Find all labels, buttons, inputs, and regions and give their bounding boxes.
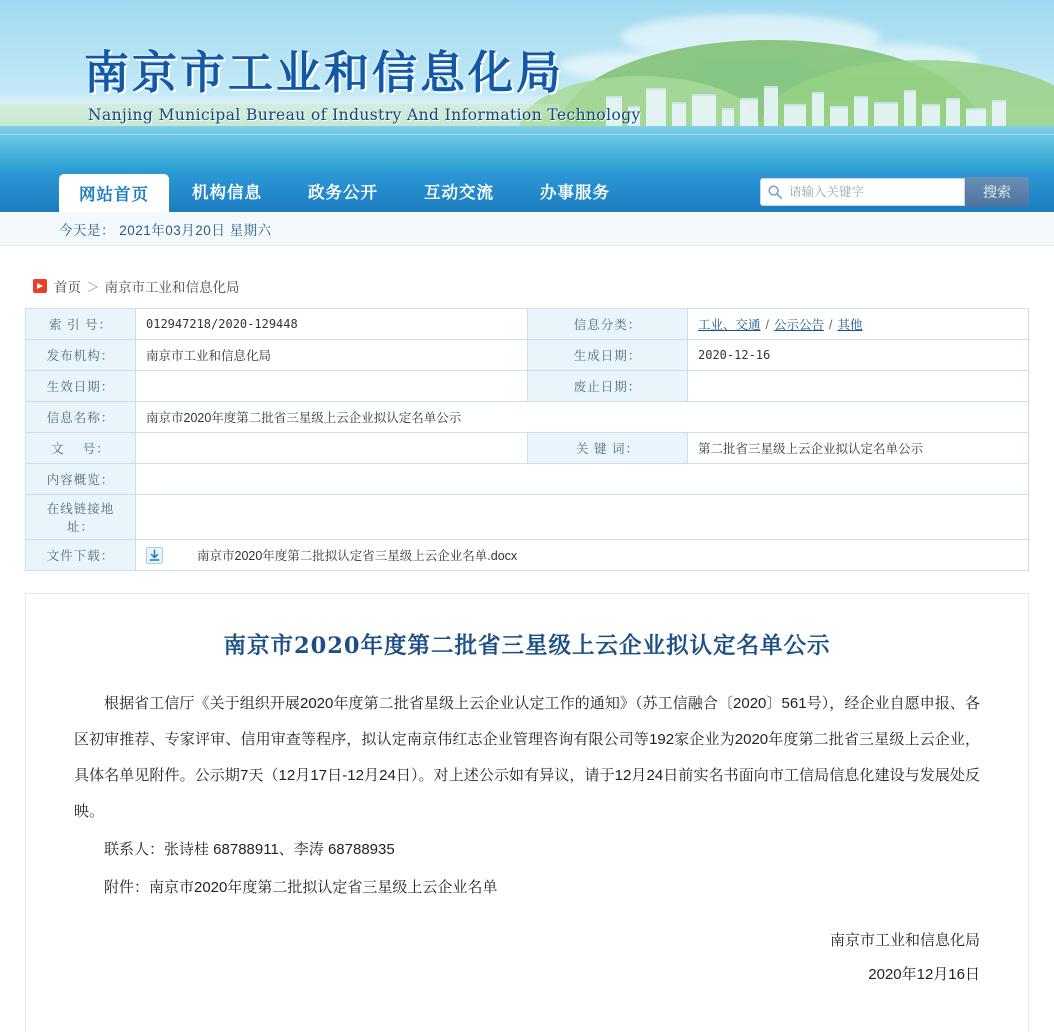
meta-label-effective: 生效日期： — [26, 371, 136, 402]
site-title-en: Nanjing Municipal Bureau of Industry And Information Technology — [88, 106, 641, 124]
breadcrumb — [25, 276, 1029, 296]
city-skyline — [600, 82, 1030, 126]
meta-value-summary — [136, 464, 1029, 495]
meta-value-name: 南京市2020年度第二批省三星级上云企业拟认定名单公示 — [136, 402, 1029, 433]
document-meta-table — [25, 308, 1029, 571]
category-link-3[interactable]: 其他 — [837, 318, 863, 332]
article-date: 2020年12月16日 — [868, 966, 980, 983]
article-contacts: 联系人：张诗桂 68788911、李涛 68788935 — [104, 841, 395, 858]
article-attachment: 附件：南京市2020年度第二批拟认定省三星级上云企业名单 — [104, 879, 498, 896]
article-body — [25, 593, 1029, 1032]
meta-value-category: 工业、交通 / 公示公告 / 其他 — [688, 309, 1029, 340]
table-row — [26, 371, 1029, 402]
banner-water — [0, 126, 1054, 170]
meta-label-created: 生成日期： — [528, 340, 688, 371]
meta-label-keywords: 关 键 词： — [528, 433, 688, 464]
site-title-cn: 南京市工业和信息化局 — [84, 46, 565, 99]
article-signature: 南京市工业和信息化局 — [829, 932, 980, 949]
meta-value-effective — [136, 371, 528, 402]
search-input[interactable] — [787, 180, 958, 204]
nav-item-gov-disclosure[interactable]: 政务公开 — [308, 184, 378, 202]
search-icon — [767, 184, 783, 200]
download-file-link[interactable]: 南京市2020年度第二批拟认定省三星级上云企业名单.docx — [197, 549, 518, 563]
search-button[interactable]: 搜索 — [965, 177, 1029, 207]
article-paragraph-1: 根据省工信厅《关于组织开展2020年度第二批省星级上云企业认定工作的通知》（苏工信融合〔2020〕561号），经企业自愿申报、各区初审推荐、专家评审、信用审查等程序，拟认定南京伟红志企业管理咨询有限公司等192家企业为2020年度第二批省三星级上云企业，具体名单见附件。公示期7天（12月17日-12月24日）。对上述公示如有异议，请于12月24日前实名书面向市工信局信息化建设与发展处反映。 — [74, 695, 980, 820]
table-row — [26, 309, 1029, 340]
today-date: 今天是： 2021年03月20日 星期六 — [59, 222, 272, 238]
search-field[interactable] — [760, 178, 965, 206]
table-row — [26, 495, 1029, 540]
search-box — [760, 177, 1029, 207]
table-row — [26, 464, 1029, 495]
table-row — [26, 402, 1029, 433]
meta-label-summary: 内容概览： — [26, 464, 136, 495]
table-row — [26, 433, 1029, 464]
download-icon[interactable] — [146, 547, 163, 564]
meta-value-online — [136, 495, 1029, 540]
category-link-2[interactable]: 公示公告 — [774, 318, 825, 332]
meta-value-publisher: 南京市工业和信息化局 — [136, 340, 528, 371]
meta-value-index: 012947218/2020-129448 — [136, 309, 528, 340]
nav-item-home[interactable]: 网站首页 — [59, 174, 169, 212]
meta-label-online: 在线链接地址： — [26, 495, 136, 540]
breadcrumb-flag-icon — [33, 279, 47, 293]
meta-value-created: 2020-12-16 — [688, 340, 1029, 371]
meta-label-expire: 废止日期： — [528, 371, 688, 402]
meta-value-docnum — [136, 433, 528, 464]
table-row — [26, 340, 1029, 371]
table-row — [26, 540, 1029, 571]
meta-label-download: 文件下载： — [26, 540, 136, 571]
article-title: 南京市2020年度第二批省三星级上云企业拟认定名单公示 — [223, 633, 831, 659]
meta-label-index: 索 引 号： — [26, 309, 136, 340]
meta-label-publisher: 发布机构： — [26, 340, 136, 371]
main-navigation — [0, 170, 1054, 212]
meta-label-name: 信息名称： — [26, 402, 136, 433]
meta-value-download — [136, 540, 1029, 571]
meta-value-expire — [688, 371, 1029, 402]
nav-items — [25, 170, 633, 212]
nav-item-interaction[interactable]: 互动交流 — [424, 184, 494, 202]
site-banner — [0, 0, 1054, 170]
meta-value-keywords: 第二批省三星级上云企业拟认定名单公示 — [688, 433, 1029, 464]
breadcrumb-current: 南京市工业和信息化局 — [104, 280, 240, 295]
breadcrumb-home-link[interactable]: 首页 — [54, 280, 81, 295]
meta-label-docnum: 文 号： — [26, 433, 136, 464]
category-link-1[interactable]: 工业、交通 — [698, 318, 761, 332]
meta-label-category: 信息分类： — [528, 309, 688, 340]
nav-item-services[interactable]: 办事服务 — [540, 184, 610, 202]
breadcrumb-separator: ＞ — [86, 280, 100, 295]
date-strip — [0, 212, 1054, 246]
nav-item-org-info[interactable]: 机构信息 — [192, 184, 262, 202]
